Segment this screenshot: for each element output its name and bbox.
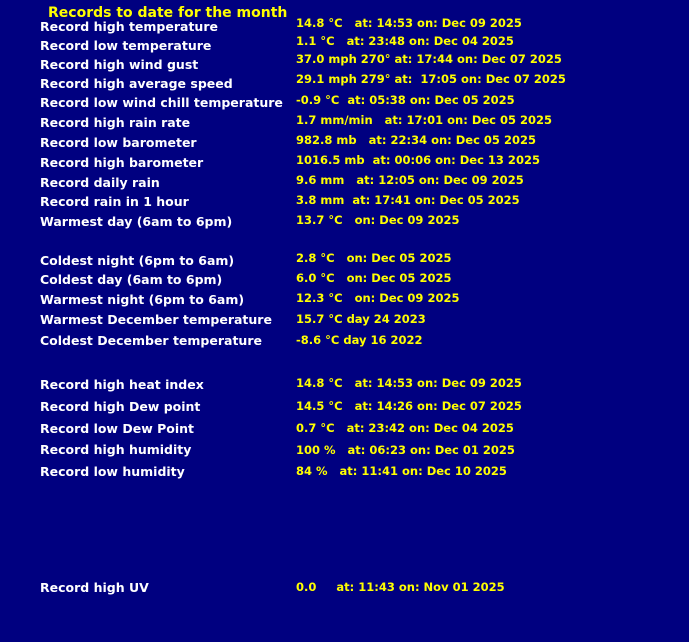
record-value: 14.5 °C at: 14:26 on: Dec 07 2025 — [296, 399, 522, 413]
record-label: Record low wind chill temperature — [40, 95, 283, 110]
record-label: Record high Dew point — [40, 399, 201, 414]
record-value: 1.7 mm/min at: 17:01 on: Dec 05 2025 — [296, 113, 553, 127]
record-value: 982.8 mb at: 22:34 on: Dec 05 2025 — [296, 133, 536, 147]
record-value: 37.0 mph 270° at: 17:44 on: Dec 07 2025 — [296, 52, 562, 66]
record-label: Warmest night (6pm to 6am) — [40, 292, 245, 307]
record-value: 100 % at: 06:23 on: Dec 01 2025 — [296, 443, 515, 457]
record-value: 2.8 °C on: Dec 05 2025 — [296, 251, 452, 265]
record-label: Record low barometer — [40, 135, 197, 150]
record-label: Record high heat index — [40, 377, 204, 392]
record-value: 84 % at: 11:41 on: Dec 10 2025 — [296, 464, 507, 478]
record-label: Record low temperature — [40, 38, 212, 53]
record-value: 13.7 °C on: Dec 09 2025 — [296, 213, 460, 227]
record-label: Record high humidity — [40, 442, 192, 457]
record-label: Warmest December temperature — [40, 312, 272, 327]
record-label: Record high temperature — [40, 19, 218, 34]
record-label: Record high wind gust — [40, 57, 199, 72]
record-label: Record high rain rate — [40, 115, 191, 130]
record-label: Record high UV — [40, 580, 149, 595]
record-value: 0.0 at: 11:43 on: Nov 01 2025 — [296, 580, 505, 594]
record-value: 15.7 °C day 24 2023 — [296, 312, 426, 326]
record-label: Record low Dew Point — [40, 421, 194, 436]
record-value: 9.6 mm at: 12:05 on: Dec 09 2025 — [296, 173, 524, 187]
record-label: Coldest day (6am to 6pm) — [40, 272, 223, 287]
record-value: 29.1 mph 279° at: 17:05 on: Dec 07 2025 — [296, 72, 566, 86]
record-label: Record daily rain — [40, 175, 160, 190]
record-value: 1016.5 mb at: 00:06 on: Dec 13 2025 — [296, 153, 540, 167]
record-label: Coldest night (6pm to 6am) — [40, 253, 235, 268]
record-label: Record high average speed — [40, 76, 233, 91]
record-value: 14.8 °C at: 14:53 on: Dec 09 2025 — [296, 16, 522, 30]
page-title: Records to date for the month — [48, 5, 288, 21]
record-label: Record low humidity — [40, 464, 185, 479]
record-label: Coldest December temperature — [40, 333, 262, 348]
record-value: -0.9 °C at: 05:38 on: Dec 05 2025 — [296, 93, 515, 107]
record-value: 3.8 mm at: 17:41 on: Dec 05 2025 — [296, 193, 520, 207]
record-value: -8.6 °C day 16 2022 — [296, 333, 423, 347]
record-value: 14.8 °C at: 14:53 on: Dec 09 2025 — [296, 376, 522, 390]
record-label: Record rain in 1 hour — [40, 194, 189, 209]
record-label: Record high barometer — [40, 155, 204, 170]
record-label: Warmest day (6am to 6pm) — [40, 214, 233, 229]
record-value: 12.3 °C on: Dec 09 2025 — [296, 291, 460, 305]
record-value: 6.0 °C on: Dec 05 2025 — [296, 271, 452, 285]
record-value: 1.1 °C at: 23:48 on: Dec 04 2025 — [296, 34, 514, 48]
record-value: 0.7 °C at: 23:42 on: Dec 04 2025 — [296, 421, 514, 435]
